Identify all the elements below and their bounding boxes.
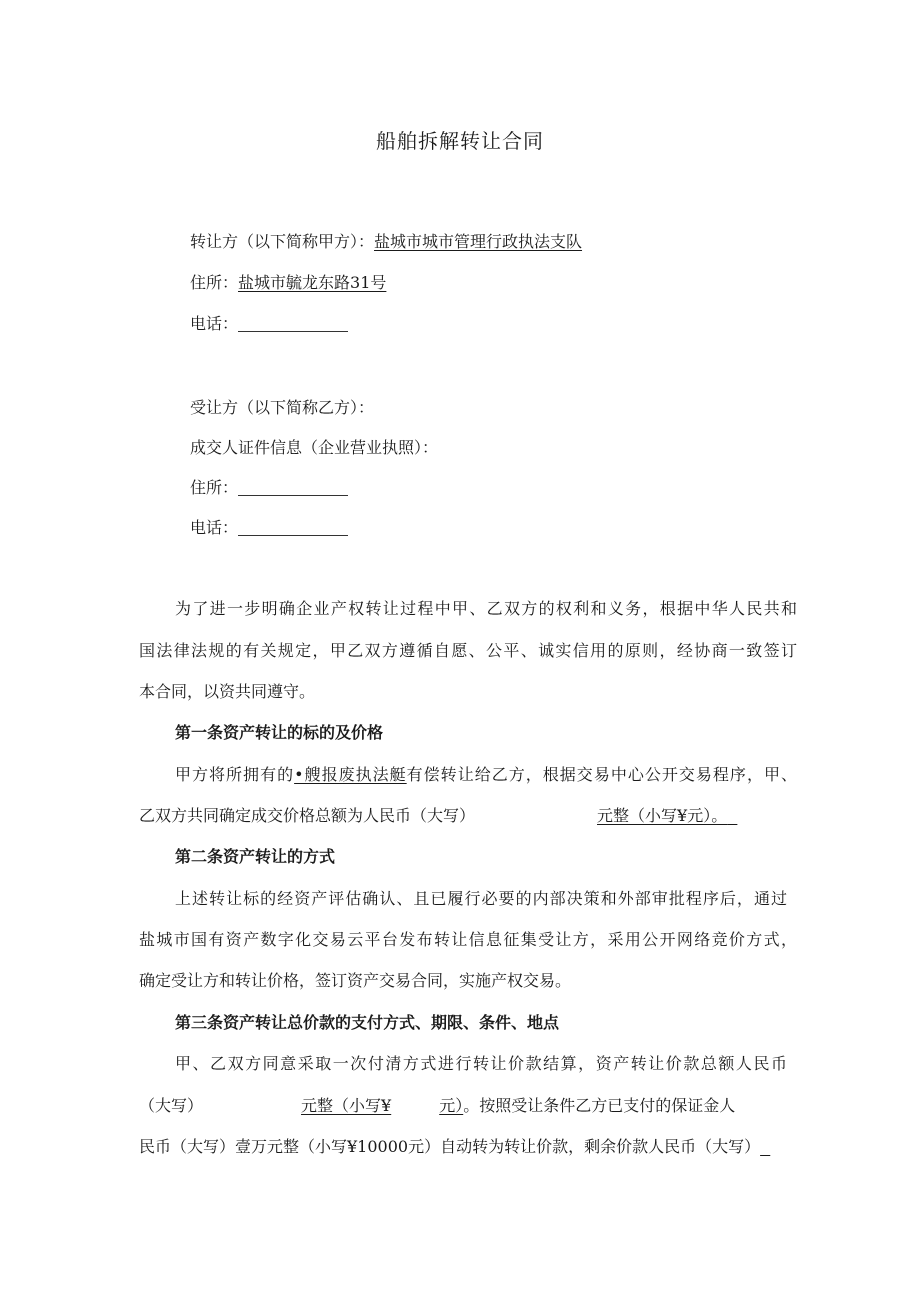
party-a-name: 盐城市城市管理行政执法支队	[374, 232, 583, 251]
intro-line-1: 为了进一步明确企业产权转让过程中甲、乙双方的权利和义务，根据中华人民共和	[175, 599, 797, 618]
article-2-line-2: 盐城市国有资产数字化交易云平台发布转让信息征集受让方，采用公开网络竞价方式，	[139, 930, 797, 949]
party-a-address: 盐城市毓龙东路31号	[238, 273, 387, 292]
article-2-line-3: 确定受让方和转让价格，签订资产交易合同，实施产权交易。	[139, 971, 572, 990]
article-3-line-1: 甲、乙双方同意采取一次付清方式进行转让价款结算，资产转让价款总额人民币	[175, 1054, 787, 1073]
party-a-line	[190, 231, 582, 253]
article-3-amount-text: 元整（小写¥	[301, 1096, 392, 1115]
party-b-label: 受让方（以下简称乙方）：	[190, 398, 375, 417]
party-a-phone-blank	[238, 315, 348, 332]
article-1-subject: •艘报废执法艇	[294, 765, 407, 784]
article-1-text-c: 有偿转让给乙方，根据交易中心公开交易程序，甲、	[406, 765, 797, 784]
party-b-phone-label: 电话：	[190, 518, 239, 537]
article-3-amount-label: （大写）	[139, 1096, 204, 1115]
article-3-amount-unit: 元）	[439, 1096, 464, 1115]
article-1-heading: 第一条资产转让的标的及价格	[175, 723, 384, 742]
article-1-price-amount	[475, 806, 737, 825]
article-1-price-suffix: 元整（小写¥元）。	[597, 806, 728, 825]
party-a-address-line	[190, 272, 386, 294]
party-b-phone-blank	[238, 519, 348, 536]
party-b-phone-line	[190, 517, 348, 539]
article-1-price-label: 乙双方共同确定成交价格总额为人民币（大写）	[139, 806, 476, 825]
article-1-text-a: 甲方将所拥有的	[175, 765, 295, 784]
article-3-deposit-text: 。按照受让条件乙方已支付的保证金人	[463, 1096, 736, 1115]
intro-line-3: 本合同，以资共同遵守。	[139, 682, 316, 701]
party-a-label: 转让方（以下简称甲方）：	[190, 232, 375, 251]
article-3-amount-field	[301, 1096, 463, 1115]
page-title: 船舶拆解转让合同	[376, 129, 544, 153]
party-b-address-blank	[238, 479, 348, 496]
article-2-heading: 第二条资产转让的方式	[175, 847, 336, 866]
intro-line-2: 国法律法规的有关规定，甲乙双方遵循自愿、公平、诚实信用的原则，经协商一致签订	[139, 641, 797, 660]
party-a-phone-label: 电话：	[190, 314, 239, 333]
party-a-phone-line	[190, 313, 348, 335]
article-3-line-2	[139, 1095, 735, 1117]
article-1-line-1	[175, 764, 797, 786]
party-b-address-label: 住所：	[190, 478, 239, 497]
article-3-line-3-text: 民币（大写）壹万元整（小写¥10000元）自动转为转让价款，剩余价款人民币（大写）	[139, 1137, 761, 1156]
article-2-line-1: 上述转让标的经资产评估确认、且已履行必要的内部决策和外部审批程序后，通过	[175, 889, 787, 908]
article-3-heading: 第三条资产转让总价款的支付方式、期限、条件、地点	[175, 1013, 560, 1032]
article-3-remaining-blank	[760, 1137, 770, 1156]
party-b-id-label: 成交人证件信息（企业营业执照）：	[190, 438, 439, 457]
article-3-line-3	[139, 1136, 770, 1158]
article-1-line-2	[139, 805, 737, 827]
party-a-address-label: 住所：	[190, 273, 239, 292]
party-b-address-line	[190, 477, 348, 499]
